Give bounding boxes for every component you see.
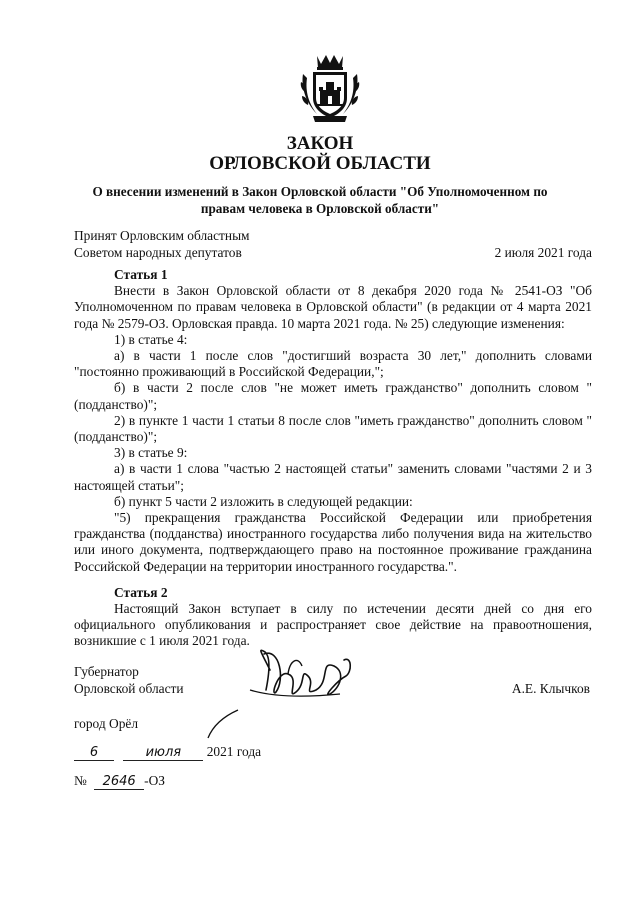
number-prefix: № xyxy=(74,773,87,788)
signatory-position xyxy=(74,663,184,697)
adoption-info xyxy=(74,227,250,261)
adoption-date: 2 июля 2021 года xyxy=(494,245,592,260)
handwritten-signature-icon xyxy=(190,640,370,745)
adoption-line-2: Советом народных депутатов xyxy=(74,245,242,260)
number-suffix: -ОЗ xyxy=(144,773,165,788)
signatory-name: А.Е. Клычков xyxy=(511,681,590,696)
law-body xyxy=(74,267,592,650)
article-1-item: а) в части 1 после слов "достигший возраста 30 лет," дополнить словами "постоянно проживающий в Российской Федерации,"; xyxy=(74,348,592,380)
article-1-item: 2) в пункте 1 части 1 статьи 8 после слов "иметь гражданство" дополнить словом "(подданство)"; xyxy=(74,412,592,445)
article-1-item: б) пункт 5 части 2 изложить в следующей редакции: xyxy=(114,493,413,509)
article-1-intro: Внести в Закон Орловской области от 8 декабря 2020 года № 2541-ОЗ "Об Уполномоченном по правам человека в Орловской области" (в редакции от 4 марта 2021 года № 2579-ОЗ. Орловская правда. 10 марта 2021 года. № 25) следующие изменения: xyxy=(74,283,592,331)
signing-month: июля xyxy=(123,746,203,761)
article-1-heading: Статья 1 xyxy=(114,267,168,282)
adoption-line-1: Принят Орловским областным xyxy=(74,228,250,243)
article-1-item: "5) прекращения гражданства Российской Федерации или приобретения гражданства (подданства) иностранного государства либо получения вида на жительство или иного документа, подтверждающего право на постоянное проживание гражданина Российской Федерации на территории иностранного государства.". xyxy=(74,510,592,574)
article-1-item: 3) в статье 9: xyxy=(114,445,188,461)
article-1-item: а) в части 1 слова "частью 2 настоящей статьи" заменить словами "частями 2 и 3 настоящей статьи"; xyxy=(74,461,592,493)
orel-coat-of-arms-icon xyxy=(299,52,361,126)
law-title: О внесении изменений в Закон Орловской области "Об Уполномоченном по правам человека в Орловской области" xyxy=(92,184,548,216)
document-type: ЗАКОН xyxy=(286,133,354,154)
position-line-1: Губернатор xyxy=(74,664,139,679)
article-2-text: Настоящий Закон вступает в силу по истечении десяти дней со дня его официального опубликования и распространяет свое действие на правоотношения, возникшие с 1 июля 2021 года. xyxy=(74,601,592,649)
signing-day: 6 xyxy=(74,746,114,761)
region-name: ОРЛОВСКОЙ ОБЛАСТИ xyxy=(209,153,431,174)
number-value: 2646 xyxy=(94,775,144,790)
signing-date xyxy=(74,744,261,761)
article-1-item: б) в части 2 после слов "не может иметь гражданство" дополнить словом "(подданство)"; xyxy=(74,380,592,412)
article-2-heading: Статья 2 xyxy=(114,584,168,600)
position-line-2: Орловской области xyxy=(74,681,184,696)
law-number xyxy=(74,773,165,790)
signing-city: город Орёл xyxy=(74,716,139,731)
signing-year: 2021 года xyxy=(206,744,262,759)
article-1-item: 1) в статье 4: xyxy=(114,331,188,347)
